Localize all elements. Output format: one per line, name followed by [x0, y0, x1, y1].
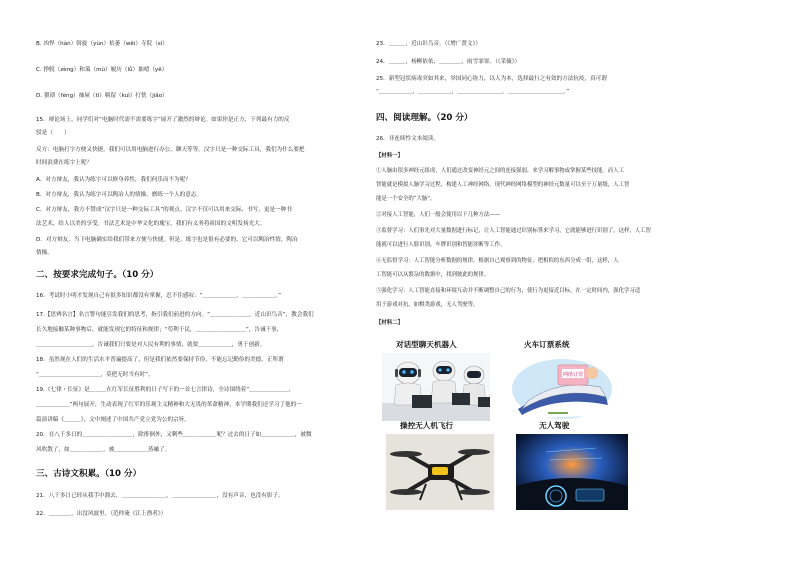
question-15-option-d-2: 情操。 [36, 250, 53, 256]
drone-image [386, 434, 494, 510]
question-25-line-2: “＿＿＿＿＿＿，＿＿＿＿＿＿，＿＿＿＿＿＿＿＿，＿＿＿＿＿＿＿＿＿＿。” [376, 89, 570, 95]
ticket-label: 网络订票 [562, 372, 584, 378]
question-18-line-2: “＿＿＿＿＿＿＿＿＿＿＿，莫把无时当有时”。 [36, 372, 154, 378]
material-1-para-1-line-2: 智能就是模拟人脑学习过程，构建人工神经网络。现代神经网络模型的神经元数量可以至于万量级，人工智 [376, 182, 630, 188]
robot-icon [382, 353, 490, 421]
question-15-option-c-1: C．对方辩友，我方不赞成“汉字只是一种交际工具”的观点。汉字不仅可以用来交际、书写，更是一种书 [36, 207, 292, 213]
train-ticket-image [508, 353, 616, 421]
image-1-title: 对话型聊天机器人 [396, 340, 457, 349]
question-23: 23．＿＿＿，近山识鸟音。（《增广贤文》） [376, 41, 481, 47]
question-15-option-d-1: D．对方辩友，当下电脑确实给我们带来方便与快捷。但是，练字也是很有必要的，它可以陶冶性情，陶冶 [36, 237, 298, 243]
question-26: 26．非连续性文本阅读。 [376, 136, 440, 142]
section-3-heading: 三、古诗文积累。（10 分） [36, 469, 142, 479]
question-15-option-b: B．对方辩友，我认为练字可以陶冶人的情操，磨练一个人的意志。 [36, 192, 203, 198]
question-19-line-1: 19.《七律・长征》是＿＿＿在红军长征胜利的日子写下的一首七言律诗，全诗围绕着“＿＿＿＿＿＿＿， [36, 387, 294, 393]
question-17-line-2: 长久地接触某种事物后，就能发现它的特征和规律；“苟利于民，＿＿＿＿＿＿＿＿＿”，告诫干事， [36, 327, 283, 333]
dashboard-icon [516, 434, 628, 510]
question-19-line-3: 篇演讲稿《＿＿＿》，文中阐述了中国共产党立党为公的宗旨。 [36, 417, 190, 423]
question-16: 16．考试时小明才发现自己有很多知识都没有掌握，忍不住感叹：“＿＿＿＿＿＿，＿＿＿＿＿＿。” [36, 293, 282, 299]
material-1-para-4-line-2: 工智能可以从繁杂的数据中，找到彼此的规律。 [376, 272, 490, 278]
material-2-label: 【材料二】 [376, 320, 403, 326]
question-15-stem-1: 15．辩论场上，同学们对“电脑时代需不需要练字”展开了激烈的辩论。如果你是正方，下列最有力的反 [36, 117, 290, 123]
drone-icon [386, 434, 494, 510]
question-17-line-1: 17.【思辨名言】名言警句能引发我们的思考，指引我们前进的方向。“＿＿＿＿＿＿＿，近山识鸟音”，教会我们 [36, 312, 314, 318]
question-15-opponent-2: 时间浪费在练字上呢？ [36, 160, 92, 166]
question-24: 24．＿＿＿，杨柳依依，＿＿＿＿，雨雪霏霏。（《采薇》） [376, 59, 521, 65]
image-2-title: 火车订票系统 [524, 340, 570, 349]
self-driving-image [516, 434, 628, 510]
image-4-title: 无人驾驶 [539, 421, 570, 430]
material-1-para-5-line-2: 用于游戏对抗，如棋类游戏，无人驾驶等。 [376, 302, 479, 308]
question-18-line-1: 18．虽然现在人们的生活水平普遍提高了，但是我们依然要保持节俭，不能忘记勤俭的美德，正所谓 [36, 357, 284, 363]
image-3-title: 操控无人机飞行 [400, 421, 454, 430]
material-1-para-5-line-1: ⑤强化学习：人工智能直接和环境互动并不断调整自己的行为，使行为更接近目标，在一定时间内，强化学习适 [376, 288, 641, 294]
question-19-line-2: ＿＿＿＿＿＿”两句展开，生动表现了红军的乐观主义精神和大无畏的革命精神，本学期我们还学习了他的一 [36, 402, 302, 408]
material-1-label: 【材料一】 [376, 153, 403, 159]
section-4-heading: 四、阅读理解。（20 分） [376, 113, 473, 123]
train-icon [508, 353, 616, 421]
material-1-para-4-line-1: ④无监督学习：人工智能分析数据的规律，根据自己观察到的物征，把相似的东西分成一组，这样，人 [376, 258, 619, 264]
section-2-heading: 二、按要求完成句子。（10 分） [36, 270, 159, 280]
option-c: C. 挣脱（zèng）和蔼（mù）履历（lǚ）抽噎（yē） [36, 67, 168, 73]
question-20-line-1: 20．在八千多日的＿＿＿＿＿＿＿＿＿，除徘徊外，又剩些＿＿＿＿＿＿呢？过去的日子如＿＿＿＿＿＿，被微 [36, 432, 312, 438]
question-17-line-3: ＿＿＿＿＿＿＿＿＿＿，告诫我们只要是对人民有利的事情，就要＿＿＿＿＿＿，勇于创新。 [36, 342, 266, 348]
question-20-line-2: 风吹散了，如＿＿＿＿＿＿，被＿＿＿＿＿＿蒸融了。 [36, 447, 171, 453]
question-25-line-1: 25．新型冠状病毒突如其来，举国同心协力，以人为本，选择最行之有效的方法抗疫，真可谓 [376, 76, 607, 82]
option-d: D. 猥琐（fèng）抽屉（tì）羁留（kuì）打恍（jiǎo） [36, 93, 168, 99]
question-21: 21．八千多日已经从我手中溜去，＿＿＿＿＿＿＿＿，＿＿＿＿＿＿＿＿，没有声音，也没有影子。 [36, 493, 284, 499]
question-15-option-c-2: 法艺术，给人以美的享受。书法艺术是中华文化的瑰宝，我们有义务将祖国的文明发扬光大。 [36, 221, 266, 227]
option-b: B. 凶悍（hàn）斡旋（yùn）桔萎（wěi）寺院（sì） [36, 41, 168, 47]
material-1-para-1-line-3: 能是一个安全的“大脑”。 [376, 196, 436, 202]
question-15-opponent-1: 反方：电脑打字方便又快捷，我们可以用电脑进行办公、聊天等等。汉字只是一种交际工具，我们为什么要把 [36, 147, 305, 153]
material-1-para-2: ②对接人工智能，人们一般会使用以下几种方法—— [376, 212, 500, 218]
question-15-option-a: A．对方辩友，我认为练字可以修身养性，我们何乐而不为呢？ [36, 177, 191, 183]
material-1-para-3-line-2: 能就可以进行人脸识别、车牌识别和智能诊断等工作。 [376, 242, 506, 248]
question-15-stem-2: 驳是（ ） [36, 130, 70, 136]
question-22: 22．＿＿＿＿，出没风波里。（范仲淹《江上渔者》） [36, 511, 167, 517]
chatbot-robots-image [382, 353, 490, 421]
material-1-para-1-line-1: ①人脑由很多神经元组成，人们通过改变神经元之间的连接强弱，来学习解事物或掌握某些技能。而人工 [376, 168, 624, 174]
material-1-para-3-line-1: ③监督学习：人们事先对大量数据进行标记，让人工智能通过识别标签来学习，它就能够进行识别了。这样，人工智 [376, 228, 651, 234]
